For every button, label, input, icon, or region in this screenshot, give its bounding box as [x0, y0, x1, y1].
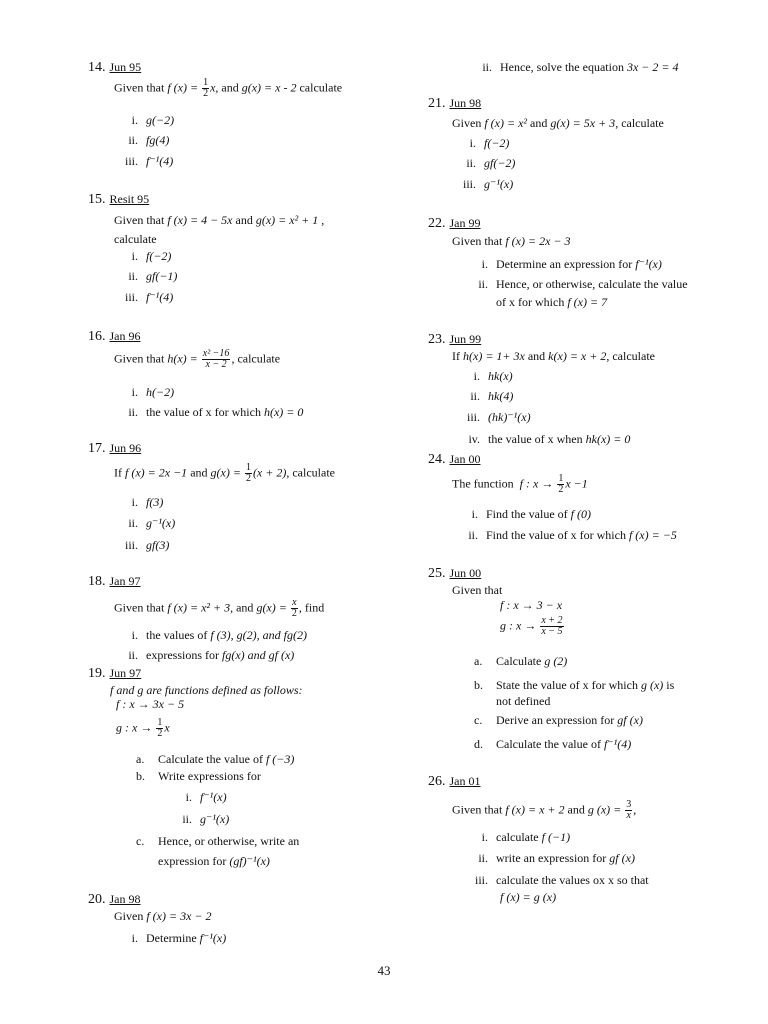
- list-item: d. Calculate the value of f⁻¹(4): [474, 737, 632, 751]
- question-prompt: If h(x) = 1+ 3x and k(x) = x + 2, calculate: [452, 349, 655, 363]
- list-item: ii. write an expression for gf (x): [478, 851, 635, 865]
- exam-session: Jun 99: [449, 332, 482, 346]
- question-prompt: The function f : x → $\frac{1}{2}$ x −1: [452, 473, 588, 495]
- list-item: ii. Hence, or otherwise, calculate the value: [478, 277, 688, 291]
- list-item: ii. gf(−1): [128, 269, 178, 283]
- exam-session: Jun 98: [449, 96, 482, 110]
- question-prompt: Given f (x) = 3x − 2: [114, 909, 212, 923]
- list-item: iii. calculate the values ox x so that: [474, 873, 649, 887]
- list-item: ii. g⁻¹(x): [128, 516, 176, 530]
- exam-session: Jan 01: [449, 774, 481, 788]
- list-item: ii. gf(−2): [466, 156, 516, 170]
- question-prompt: Given that f (x) = x² + 3, and g(x) = $\frac{x}{2}$ , find: [114, 597, 325, 619]
- question-prompt: Given that f (x) = 2x − 3: [452, 234, 571, 248]
- list-item: iii. g⁻¹(x): [462, 177, 514, 191]
- list-item: ii. expressions for fg(x) and gf (x): [128, 648, 295, 662]
- fraction: $\frac{1}{2}$: [157, 717, 163, 739]
- question-16: [88, 329, 428, 419]
- list-item: i. Find the value of f (0): [471, 507, 591, 521]
- question-intro: f and g are functions defined as follows:: [110, 683, 303, 697]
- list-item: ii. the value of x for which h(x) = 0: [128, 405, 304, 419]
- list-item: ii. Find the value of x for which f (x) = −5: [468, 528, 677, 542]
- list-item: ii. hk(4): [470, 389, 514, 403]
- question-number: 18.: [88, 574, 106, 589]
- list-item: i. the values of f (3), g(2), and fg(2): [131, 628, 307, 642]
- question-number: 25.: [428, 566, 446, 581]
- exam-session: Jan 98: [109, 892, 141, 906]
- exam-session: Jun 96: [109, 441, 142, 455]
- question-prompt: Given that f (x) = 4 − 5x and g(x) = x² + 1 ,: [114, 213, 325, 227]
- question-prompt: Given that f (x) = x + 2 and g (x) = $\frac{3}{x}$ ,: [452, 799, 637, 821]
- list-item: i. h(−2): [131, 385, 175, 399]
- list-item: iv. the value of x when hk(x) = 0: [468, 432, 631, 446]
- question-number: 24.: [428, 452, 446, 467]
- question-21: [428, 96, 758, 191]
- question-number: 21.: [428, 96, 446, 111]
- list-item-cont: of x for which f (x) = 7: [496, 295, 608, 309]
- function-definition: g : x → $\frac{1}{2}$ x: [116, 717, 170, 739]
- list-item: i. Determine an expression for f⁻¹(x): [481, 257, 662, 271]
- question-prompt: Given that h(x) = $\frac{\text{x² −16}}{x - 2}$ , calculate: [114, 348, 281, 370]
- question-15: [88, 192, 428, 304]
- exam-session: Jan 97: [109, 574, 141, 588]
- question-prompt: If f (x) = 2x −1 and g(x) = $\frac{1}{2}$ (x + 2), calculate: [114, 462, 335, 484]
- list-item-cont: expression for (gf)⁻¹(x): [158, 854, 270, 868]
- list-item: b. State the value of x for which g (x) is: [474, 678, 675, 692]
- list-item: iii. f⁻¹(4): [124, 290, 174, 304]
- question-number: 23.: [428, 332, 446, 347]
- question-19: [88, 666, 428, 868]
- question-14: [88, 60, 428, 168]
- function-definition: g : x → $\frac{x + 2}{x - 5}$: [500, 615, 563, 637]
- question-23: [428, 332, 758, 446]
- question-number: 14.: [88, 60, 106, 75]
- list-item: iii. (hk)⁻¹(x): [466, 410, 531, 424]
- exam-session: Jun 97: [109, 666, 142, 680]
- list-item: i. g(−2): [131, 113, 175, 127]
- fraction: $\frac{3}{x}$: [626, 799, 632, 821]
- question-prompt: Given that: [452, 583, 503, 597]
- question-20: [88, 892, 428, 945]
- question-17: [88, 441, 428, 552]
- fraction: $\frac{x + 2}{x - 5}$: [541, 615, 563, 637]
- page-number: 43: [377, 963, 391, 978]
- question-prompt-cont: calculate: [114, 232, 157, 246]
- list-item: i. hk(x): [473, 369, 513, 383]
- question-prompt: Given f (x) = x² and g(x) = 5x + 3, calculate: [452, 116, 664, 130]
- fraction: $\frac{1}{2}$: [245, 462, 251, 484]
- list-item: c. Hence, or otherwise, write an: [136, 834, 300, 848]
- question-number: 20.: [88, 892, 106, 907]
- question-25: [428, 566, 758, 751]
- list-item-cont: not defined: [496, 694, 551, 708]
- question-number: 16.: [88, 329, 106, 344]
- question-number: 19.: [88, 666, 106, 681]
- function-definition: f : x → 3 − x: [500, 598, 563, 612]
- question-26: [428, 774, 758, 904]
- exam-session: Jan 00: [449, 452, 481, 466]
- question-prompt: Given that f (x) = $\frac{1}{2}$ x, and g(x) = x - 2 calculate: [114, 77, 343, 99]
- exam-session: Resit 95: [109, 192, 150, 206]
- question-18: [88, 574, 428, 662]
- fraction: $\frac{1}{2}$: [203, 77, 209, 99]
- list-item: ii. Hence, solve the equation 3x − 2 = 4: [482, 60, 679, 74]
- list-item: i. f(−2): [469, 136, 510, 150]
- list-item-cont: f (x) = g (x): [500, 890, 557, 904]
- list-item: i. f⁻¹(x): [185, 790, 227, 804]
- question-22: [428, 216, 758, 309]
- exam-session: Jan 96: [109, 329, 141, 343]
- list-item: b. Write expressions for: [136, 769, 261, 783]
- list-item: i. calculate f (−1): [481, 830, 571, 844]
- fraction: $\frac{1}{2}$: [558, 473, 564, 495]
- question-number: 17.: [88, 441, 106, 456]
- fraction: $\frac{\text{x² −16}}{x - 2}$: [202, 348, 230, 370]
- exam-session: Jun 95: [109, 60, 142, 74]
- list-item: i. f(−2): [131, 249, 172, 263]
- list-item: ii. fg(4): [128, 133, 170, 147]
- list-item: a. Calculate g (2): [474, 654, 568, 668]
- list-item: i. Determine f⁻¹(x): [131, 931, 227, 945]
- list-item: i. f(3): [131, 495, 164, 509]
- list-item: c. Derive an expression for gf (x): [474, 713, 643, 727]
- question-number: 15.: [88, 192, 106, 207]
- list-item: iii. f⁻¹(4): [124, 154, 174, 168]
- function-definition: f : x → 3x − 5: [116, 697, 185, 711]
- exam-session: Jun 00: [449, 566, 482, 580]
- exam-session: Jan 99: [449, 216, 481, 230]
- list-item: ii. g⁻¹(x): [182, 812, 230, 826]
- list-item: iii. gf(3): [124, 538, 170, 552]
- list-item: a. Calculate the value of f (−3): [136, 752, 295, 766]
- question-24: [428, 452, 758, 542]
- question-number: 22.: [428, 216, 446, 231]
- question-number: 26.: [428, 774, 446, 789]
- fraction: $\frac{x}{2}$: [291, 597, 297, 619]
